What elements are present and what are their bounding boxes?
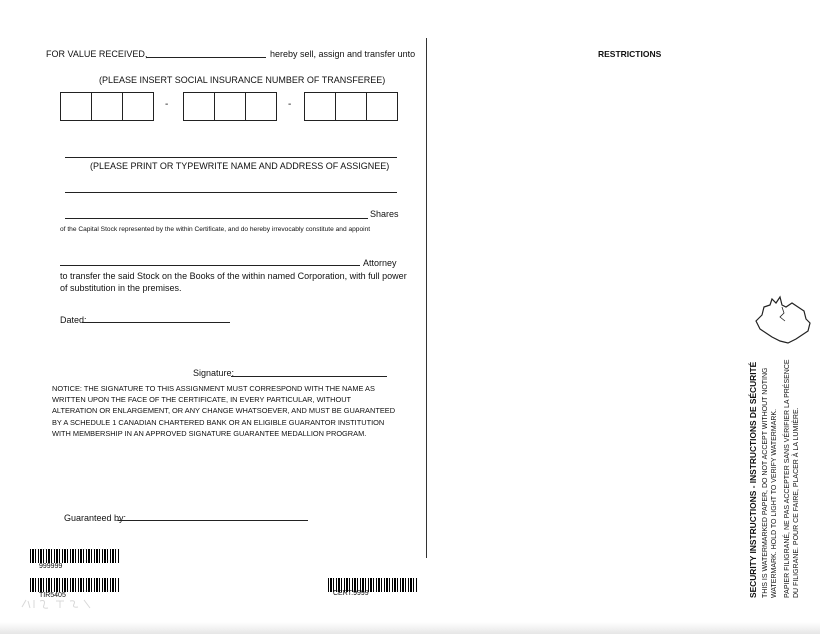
- sin-box-group-2[interactable]: [183, 92, 277, 121]
- panel-divider: [426, 38, 427, 558]
- security-fr-line-1: PAPIER FILIGRANÉ, NE PAS ACCEPTER SANS VÉRIFIER LA PRÉSENCE: [784, 359, 791, 598]
- sin-instruction: (PLEASE INSERT SOCIAL INSURANCE NUMBER OF TRANSFEREE): [99, 75, 386, 85]
- sin-dash-1: -: [165, 99, 169, 110]
- barcode-2-label: TIR5405: [39, 592, 66, 599]
- security-en-line-1: THIS IS WATERMARKED PAPER, DO NOT ACCEPT WITHOUT NOTING: [762, 367, 769, 598]
- restrictions-title: RESTRICTIONS: [598, 49, 662, 59]
- capital-stock-text: of the Capital Stock represented by the within Certificate, and do hereby irrevocably constitute and appoint: [60, 226, 371, 233]
- sin-digit-box[interactable]: [367, 93, 397, 120]
- sin-box-group-1[interactable]: [60, 92, 154, 121]
- assignee-address-line[interactable]: [65, 192, 397, 193]
- signature-label: Signature:: [193, 368, 235, 378]
- transfer-text-2: of substitution in the premises.: [60, 283, 182, 293]
- sin-digit-box[interactable]: [336, 93, 367, 120]
- notice-line: NOTICE: THE SIGNATURE TO THIS ASSIGNMENT MUST CORRESPOND WITH THE NAME AS: [52, 384, 375, 393]
- security-instructions-title: SECURITY INSTRUCTIONS - INSTRUCTIONS DE SÉCURITÉ: [748, 361, 758, 598]
- barcode-2: [30, 578, 120, 592]
- signature-line[interactable]: [231, 376, 387, 377]
- notice-text: [52, 383, 395, 439]
- barcode-1-label: 999999: [39, 563, 63, 570]
- transfer-text-1: to transfer the said Stock on the Books of the within named Corporation, with full power: [60, 271, 407, 281]
- bottom-edge-shadow: [0, 622, 820, 634]
- notice-line: WITH MEMBERSHIP IN AN APPROVED SIGNATURE GUARANTEE MEDALLION PROGRAM.: [52, 428, 367, 438]
- sin-digit-box[interactable]: [92, 93, 123, 120]
- dated-line[interactable]: [82, 322, 230, 323]
- notice-line: WRITTEN UPON THE FACE OF THE CERTIFICATE, IN EVERY PARTICULAR, WITHOUT: [52, 395, 352, 405]
- attorney-line[interactable]: [60, 265, 360, 266]
- notice-line: ALTERATION OR ENLARGEMENT, OR ANY CHANGE WHATSOEVER, AND MUST BE GUARANTEED: [52, 406, 396, 416]
- for-value-received-label: FOR VALUE RECEIVED,: [46, 49, 148, 59]
- sin-digit-box[interactable]: [184, 93, 215, 120]
- sin-digit-box[interactable]: [61, 93, 92, 120]
- shares-line[interactable]: [65, 218, 368, 219]
- sin-digit-box[interactable]: [215, 93, 246, 120]
- sin-dash-2: -: [288, 99, 292, 110]
- sin-box-group-3[interactable]: [304, 92, 398, 121]
- transferor-line[interactable]: [146, 57, 266, 58]
- security-en-line-2: WATERMARK. HOLD TO LIGHT TO VERIFY WATERMARK.: [771, 408, 778, 598]
- guaranteed-line[interactable]: [118, 520, 308, 521]
- faint-stamp: [20, 597, 100, 611]
- notice-line: BY A SCHEDULE 1 CANADIAN CHARTERED BANK OR AN ELIGIBLE GUARANTOR INSTITUTION: [52, 417, 385, 427]
- guaranteed-label: Guaranteed by:: [64, 513, 127, 523]
- dated-label: Dated:: [60, 315, 87, 325]
- assignee-name-line[interactable]: [65, 157, 397, 158]
- sin-digit-box[interactable]: [246, 93, 276, 120]
- shares-label: Shares: [370, 209, 399, 219]
- canada-map-icon: [752, 293, 814, 347]
- barcode-3-label: CERT.9999: [333, 590, 369, 597]
- transfer-unto-text: hereby sell, assign and transfer unto: [270, 49, 416, 59]
- barcode-1: [30, 549, 120, 563]
- sin-digit-box[interactable]: [305, 93, 336, 120]
- assignee-instruction: (PLEASE PRINT OR TYPEWRITE NAME AND ADDRESS OF ASSIGNEE): [90, 161, 390, 171]
- security-fr-line-2: DU FILIGRANE. POUR CE FAIRE, PLACER À LA LUMIÈRE.: [793, 407, 800, 598]
- attorney-label: Attorney: [363, 258, 397, 268]
- sin-digit-box[interactable]: [123, 93, 153, 120]
